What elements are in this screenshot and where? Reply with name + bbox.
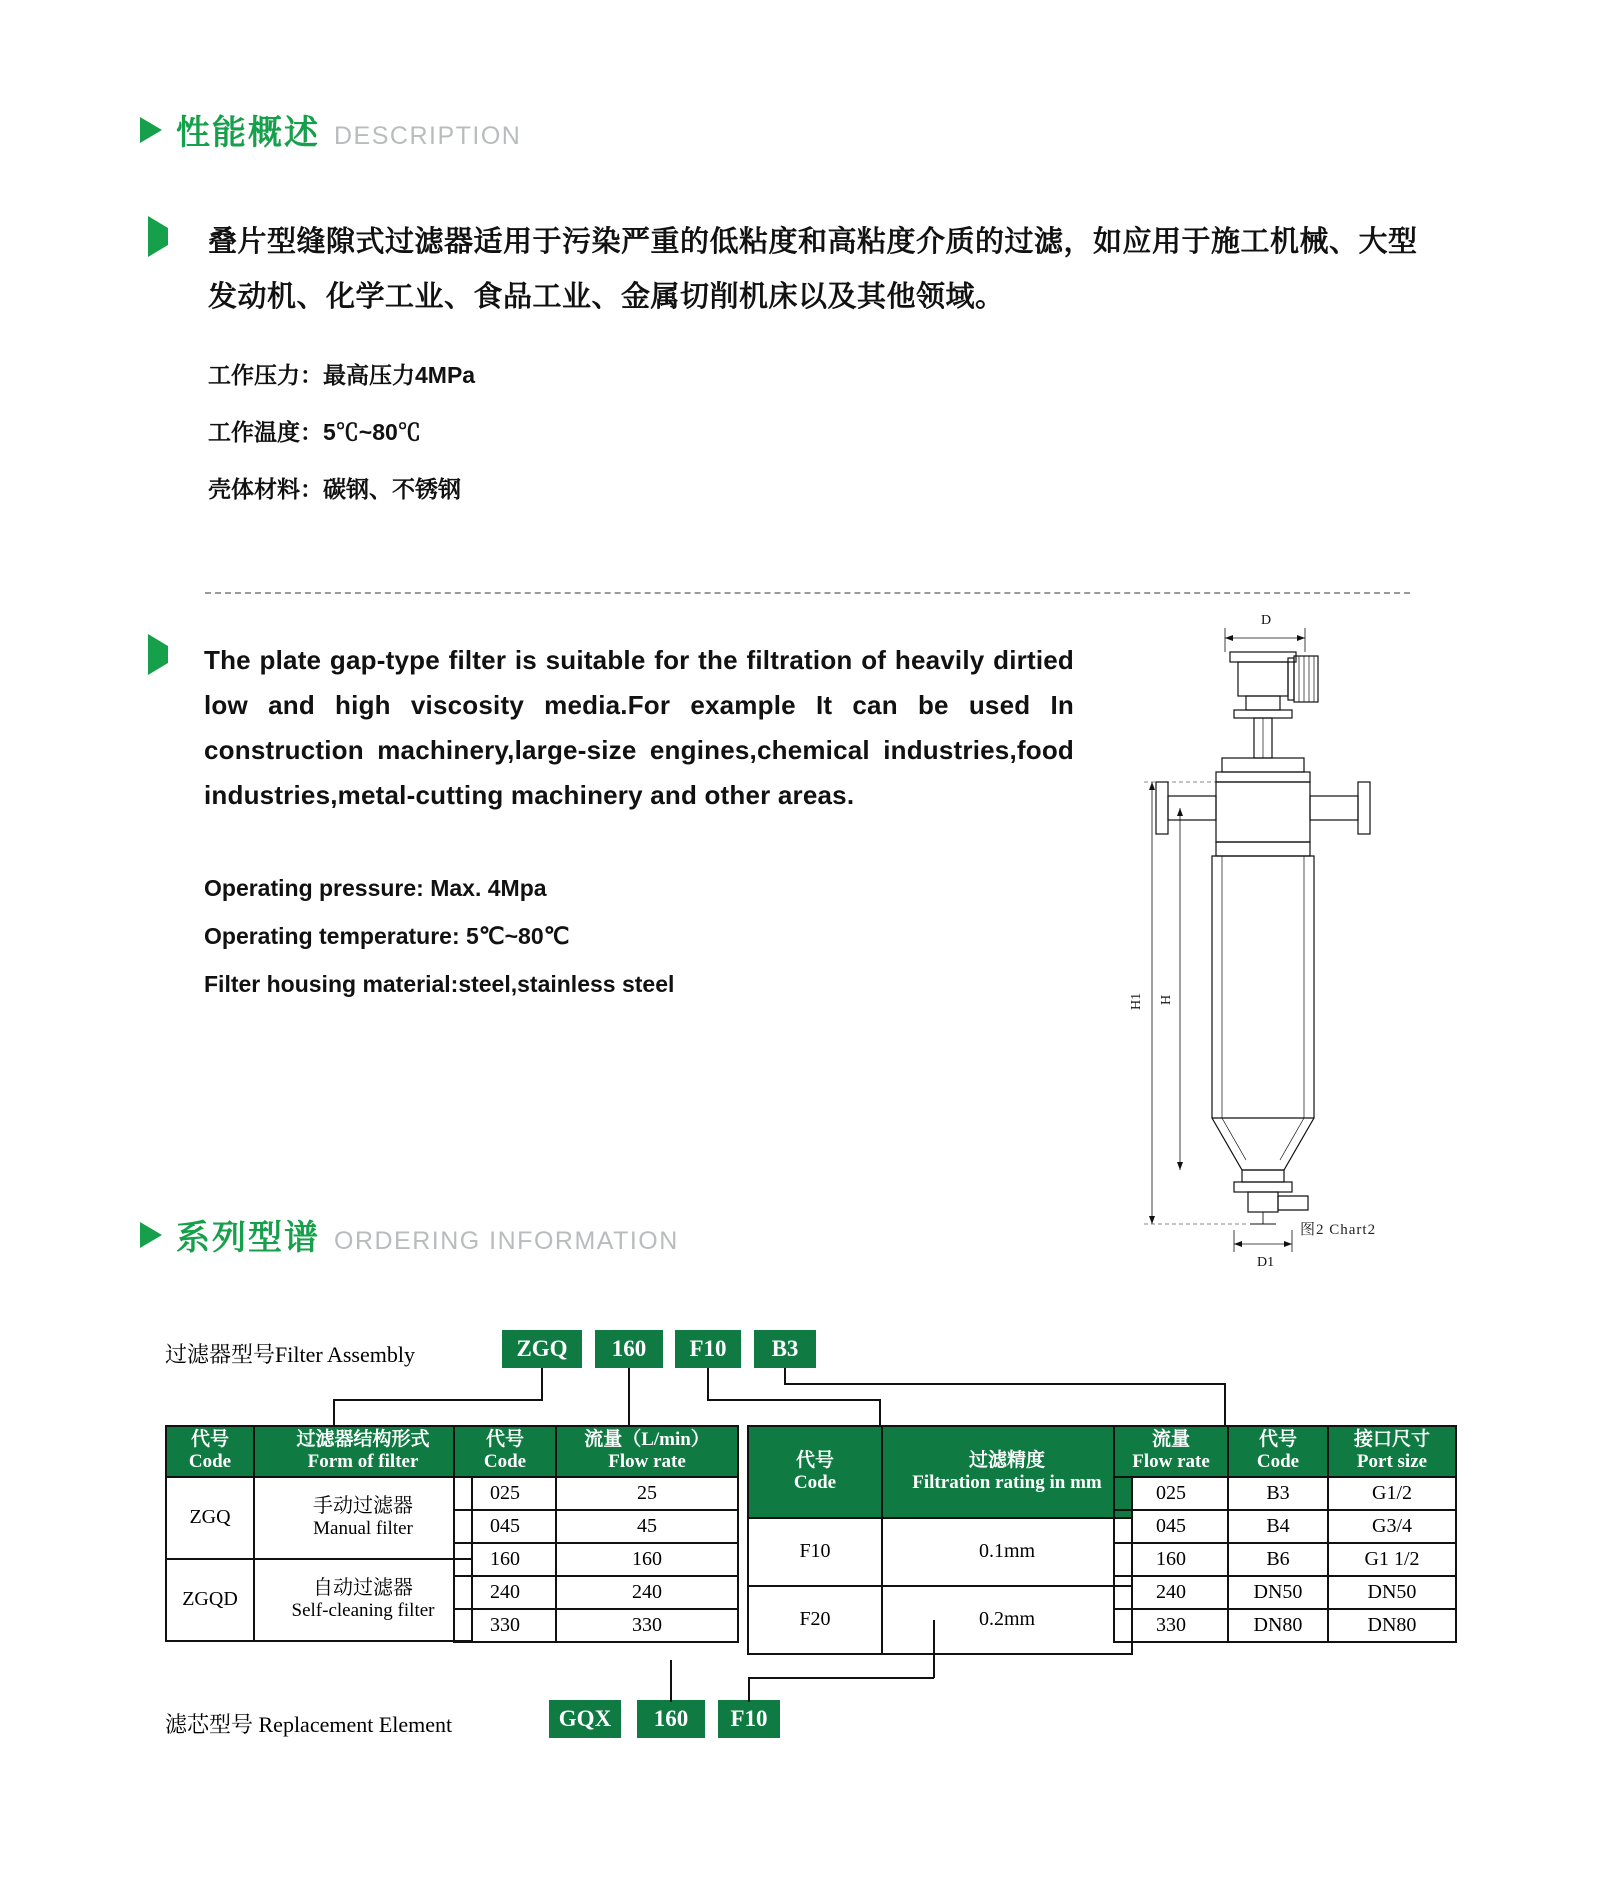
t4-r2-code: B6 — [1228, 1543, 1328, 1576]
table-row — [454, 1477, 738, 1510]
table-row — [454, 1543, 738, 1576]
table-row — [166, 1559, 472, 1641]
connector-160-v — [628, 1368, 630, 1425]
english-spec-list — [204, 864, 1048, 1008]
t4-r4-code: DN80 — [1228, 1609, 1328, 1642]
t4-r0-flow: 025 — [1114, 1477, 1228, 1510]
connector-b3-v — [784, 1368, 786, 1384]
connector-elem-f10-v — [748, 1678, 750, 1702]
t3-header-rating: 过滤精度 Filtration rating in mm — [882, 1426, 1132, 1518]
chinese-spec-material: 壳体材料：碳钢、不锈钢 — [208, 476, 461, 502]
table-row-header — [1114, 1426, 1456, 1477]
english-spec-pressure: Operating pressure: Max. 4Mpa — [204, 875, 547, 901]
chinese-paragraph: 叠片型缝隙式过滤器适用于污染严重的低粘度和高粘度介质的过滤，如应用于施工机械、大型发动机、化学工业、食品工业、金属切削机床以及其他领域。 — [208, 226, 1418, 313]
description-heading-en: DESCRIPTION — [334, 122, 522, 150]
ordering-section-heading — [140, 1210, 679, 1259]
assembly-code-160: 160 — [595, 1330, 663, 1368]
drawing-caption: 图2 Chart2 — [1300, 1222, 1377, 1238]
t2-r3-flow: 240 — [556, 1576, 738, 1609]
replacement-element-label: 滤芯型号 Replacement Element — [165, 1712, 453, 1737]
connector-f10-down — [879, 1399, 881, 1425]
t1-r0-form: 手动过滤器 Manual filter — [254, 1477, 472, 1559]
table-form-of-filter — [165, 1425, 473, 1642]
t4-header-flow: 流量 Flow rate — [1114, 1426, 1228, 1477]
table-row — [454, 1576, 738, 1609]
element-code-gqx: GQX — [549, 1700, 621, 1738]
table-row — [1114, 1609, 1456, 1642]
english-paragraph: The plate gap-type filter is suitable for the filtration of heavily dirtied low and high viscosity media.For example It can be used In construction machinery,large-size engines,chemical industries,food industries,metal-cutting machinery and other areas. — [204, 645, 1074, 810]
t2-r0-code: 025 — [454, 1477, 556, 1510]
t4-r3-port: DN50 — [1328, 1576, 1456, 1609]
table-row-header — [748, 1426, 1132, 1518]
element-code-f10: F10 — [718, 1700, 780, 1738]
filter-technical-drawing — [1129, 610, 1450, 1270]
t3-header-code: 代号 Code — [748, 1426, 882, 1518]
ordering-information-diagram — [165, 1320, 1465, 1820]
t1-r1-form: 自动过滤器 Self-cleaning filter — [254, 1559, 472, 1641]
t4-r4-flow: 330 — [1114, 1609, 1228, 1642]
connector-zgq-v — [541, 1368, 543, 1400]
t3-r0-code: F10 — [748, 1518, 882, 1586]
table-row — [454, 1609, 738, 1642]
table-row — [1114, 1510, 1456, 1543]
t2-r1-flow: 45 — [556, 1510, 738, 1543]
table-row — [1114, 1477, 1456, 1510]
t1-header-form: 过滤器结构形式 Form of filter — [254, 1426, 472, 1477]
t2-r1-code: 045 — [454, 1510, 556, 1543]
t2-r2-flow: 160 — [556, 1543, 738, 1576]
assembly-code-zgq: ZGQ — [502, 1330, 582, 1368]
description-section-heading — [140, 105, 521, 154]
english-description-block — [148, 638, 1074, 1008]
triangle-bullet-icon-ordering — [140, 1222, 162, 1248]
drawing-label-h1: H1 — [1129, 992, 1144, 1010]
connector-zgq-h — [333, 1399, 543, 1401]
t3-r0-rating: 0.1mm — [882, 1518, 1132, 1586]
ordering-heading-en: ORDERING INFORMATION — [334, 1227, 679, 1255]
triangle-bullet-icon-cn — [148, 228, 168, 246]
t4-header-code: 代号 Code — [1228, 1426, 1328, 1477]
filter-assembly-label: 过滤器型号Filter Assembly — [165, 1342, 415, 1367]
assembly-code-b3: B3 — [754, 1330, 816, 1368]
english-spec-material: Filter housing material:steel,stainless steel — [204, 971, 675, 997]
triangle-bullet-icon — [140, 117, 162, 143]
english-spec-temperature: Operating temperature: 5℃~80℃ — [204, 923, 570, 949]
t2-header-flow: 流量（L/min） Flow rate — [556, 1426, 738, 1477]
table-row-header — [166, 1426, 472, 1477]
t2-header-code: 代号 Code — [454, 1426, 556, 1477]
table-port-size — [1113, 1425, 1457, 1643]
description-heading-cn: 性能概述 — [176, 114, 320, 152]
connector-b3-down — [1224, 1383, 1226, 1425]
t4-r3-flow: 240 — [1114, 1576, 1228, 1609]
assembly-code-f10: F10 — [675, 1330, 741, 1368]
t4-header-port: 接口尺寸 Port size — [1328, 1426, 1456, 1477]
t2-r4-flow: 330 — [556, 1609, 738, 1642]
dashed-divider — [205, 592, 1410, 594]
table-row — [166, 1477, 472, 1559]
connector-b3-h — [784, 1383, 1225, 1385]
t2-r4-code: 330 — [454, 1609, 556, 1642]
t1-header-code: 代号 Code — [166, 1426, 254, 1477]
chinese-spec-temperature: 工作温度：5℃~80℃ — [208, 419, 421, 445]
table-row-header — [454, 1426, 738, 1477]
ordering-heading-cn: 系列型谱 — [176, 1219, 320, 1257]
table-row — [748, 1586, 1132, 1654]
t4-r1-port: G3/4 — [1328, 1510, 1456, 1543]
chinese-spec-pressure: 工作压力：最高压力4MPa — [208, 362, 476, 388]
t2-r2-code: 160 — [454, 1543, 556, 1576]
connector-zgq-down — [333, 1399, 335, 1425]
drawing-label-d: D — [1261, 613, 1272, 628]
t4-r3-code: DN50 — [1228, 1576, 1328, 1609]
t1-r1-code: ZGQD — [166, 1559, 254, 1641]
t4-r1-flow: 045 — [1114, 1510, 1228, 1543]
element-code-160: 160 — [637, 1700, 705, 1738]
triangle-bullet-icon-en — [148, 646, 168, 664]
connector-elem-160-v — [670, 1660, 672, 1702]
connector-elem-f10-up — [933, 1620, 935, 1678]
table-row — [1114, 1543, 1456, 1576]
connector-f10-h — [707, 1399, 879, 1401]
table-row — [1114, 1576, 1456, 1609]
chinese-spec-list — [208, 347, 1418, 518]
t4-r0-code: B3 — [1228, 1477, 1328, 1510]
table-row — [748, 1518, 1132, 1586]
t2-r0-flow: 25 — [556, 1477, 738, 1510]
table-filtration-rating — [747, 1425, 1133, 1655]
t3-r1-rating: 0.2mm — [882, 1586, 1132, 1654]
t4-r1-code: B4 — [1228, 1510, 1328, 1543]
triangle-bullet-shape — [148, 634, 168, 675]
drawing-label-d1: D1 — [1257, 1255, 1275, 1270]
connector-elem-f10-h — [748, 1677, 934, 1679]
table-flow-rate — [453, 1425, 739, 1643]
table-row — [454, 1510, 738, 1543]
connector-f10-v — [707, 1368, 709, 1400]
t4-r0-port: G1/2 — [1328, 1477, 1456, 1510]
t3-r1-code: F20 — [748, 1586, 882, 1654]
t4-r2-flow: 160 — [1114, 1543, 1228, 1576]
t4-r4-port: DN80 — [1328, 1609, 1456, 1642]
t4-r2-port: G1 1/2 — [1328, 1543, 1456, 1576]
chinese-description-block — [148, 215, 1418, 518]
triangle-bullet-shape — [148, 216, 168, 257]
drawing-label-h: H — [1159, 994, 1174, 1005]
t1-r0-code: ZGQ — [166, 1477, 254, 1559]
filter-drawing-svg — [1129, 610, 1450, 1270]
t2-r3-code: 240 — [454, 1576, 556, 1609]
